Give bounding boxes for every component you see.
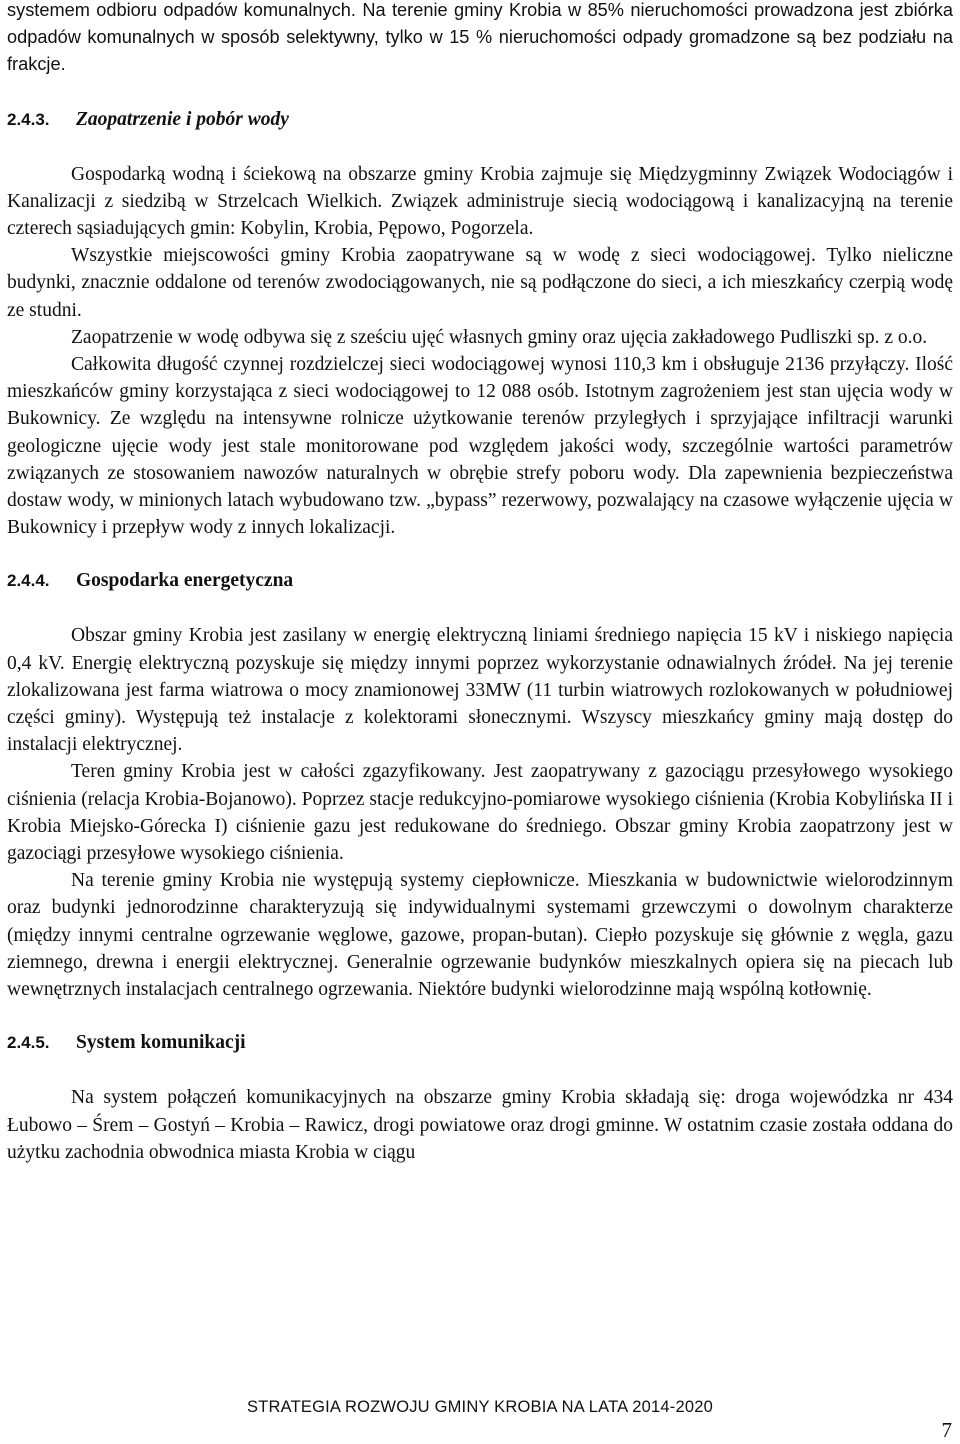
page-number: 7 [941, 1418, 952, 1442]
body-paragraph: Zaopatrzenie w wodę odbywa się z sześciu ujęć własnych gminy oraz ujęcia zakładowego Pudliszki sp. z o.o. [71, 326, 928, 348]
document-page [7, 0, 953, 1166]
footer-title: STRATEGIA ROZWOJU GMINY KROBIA NA LATA 2014-2020 [247, 1398, 713, 1416]
section-title: Gospodarka energetyczna [76, 570, 294, 592]
section-number: 2.4.4. [7, 571, 50, 591]
body-paragraph: Gospodarką wodną i ściekową na obszarze gminy Krobia zajmuje się Międzygminny Związek Wodociągów i Kanalizacji z siedzibą w Strzelcach Wielkich. Związek administruje siecią wodociągową i kanalizacyjną na terenie czterech sąsiadujących gmin: Kobylin, Krobia, Pępowo, Pogorzela. [7, 163, 953, 240]
section-number: 2.4.5. [7, 1033, 50, 1053]
section-number: 2.4.3. [7, 109, 50, 129]
body-paragraph: Na terenie gminy Krobia nie występują systemy ciepłownicze. Mieszkania w budownictwie wielorodzinnym oraz budynki jednorodzinne charakteryzują się indywidualnymi systemami grzewczymi o dowolnym charakterze (między innymi centralne ogrzewanie węglowe, gazowe, propan-butan). Ciepło pozyskuje się głównie z węgla, gazu ziemnego, drewna i energii elektrycznej. Generalnie ogrzewanie budynków mieszkalnych opiera się na piecach lub wewnętrznych instalacjach centralnego ogrzewania. Niektóre budynki wielorodzinne mają wspólną kotłownię. [7, 870, 953, 1001]
section-heading-water [7, 106, 953, 133]
section-title: System komunikacji [76, 1032, 246, 1054]
body-paragraph: Wszystkie miejscowości gminy Krobia zaopatrywane są w wodę z sieci wodociągowej. Tylko nieliczne budynki, znacznie oddalone od terenów zwodociągowanych, nie są podłączone do sieci, a ich mieszkańcy czerpią wodę ze studni. [7, 245, 953, 321]
body-paragraph: Całkowita długość czynnej rozdzielczej sieci wodociągowej wynosi 110,3 km i obsługuje 2136 przyłączy. Ilość mieszkańców gminy korzystająca z sieci wodociągowej to 12 088 osób. Istotnym zagrożeniem jest stan ujęcia wody w Bukownicy. Ze względu na intensywne rolnicze użytkowanie terenów przyległych i sprzyjające infiltracji warunki geologiczne ujęcie wody jest stale monitorowane pod względem jakości wody, szczególnie wartości parametrów związanych ze stosowaniem nawozów naturalnych w obrębie strefy poboru wody. Dla zapewnienia bezpieczeństwa dostaw wody, w minionych latach wybudowano tzw. „bypass” rezerwowy, pozwalający na czasowe wyłączenie ujęcia w Bukownicy i przepływ wody z innych lokalizacji. [7, 354, 953, 539]
body-paragraph: Na system połączeń komunikacyjnych na obszarze gminy Krobia składają się: droga wojewódzka nr 434 Łubowo – Śrem – Gostyń – Krobia – Rawicz, drogi powiatowe oraz drogi gminne. W ostatnim czasie została oddana do użytku zachodnia obwodnica miasta Krobia w ciągu [7, 1087, 953, 1163]
body-paragraph: Teren gminy Krobia jest w całości zgazyfikowany. Jest zaopatrywany z gazociągu przesyłowego wysokiego ciśnienia (relacja Krobia-Bojanowo). Poprzez stacje redukcyjno-pomiarowe wysokiego ciśnienia (Krobia Kobylińska II i Krobia Miejsko-Górecka I) ciśnienie gazu jest redukowane do średniego. Obszar gminy Krobia zaopatrzony jest w gazociągi przesyłowe wysokiego ciśnienia. [7, 761, 953, 865]
section-heading-transport [7, 1029, 953, 1056]
section-title: Zaopatrzenie i pobór wody [76, 108, 289, 130]
section-heading-energy [7, 567, 953, 594]
intro-paragraph: systemem odbioru odpadów komunalnych. Na terenie gminy Krobia w 85% nieruchomości prowadzona jest zbiórka odpadów komunalnych w sposób selektywny, tylko w 15 % nieruchomości odpady gromadzone są bez podziału na frakcje. [7, 0, 953, 75]
body-paragraph: Obszar gminy Krobia jest zasilany w energię elektryczną liniami średniego napięcia 15 kV i niskiego napięcia 0,4 kV. Energię elektryczną pozyskuje się między innymi poprzez wykorzystanie odnawialnych źródeł. Na jej terenie zlokalizowana jest farma wiatrowa o mocy znamionowej 33MW (11 turbin wiatrowych rozlokowanych w południowej części gminy). Występują też instalacje z kolektorami słonecznymi. Wszyscy mieszkańcy gminy mają dostęp do instalacji elektrycznej. [7, 625, 953, 756]
